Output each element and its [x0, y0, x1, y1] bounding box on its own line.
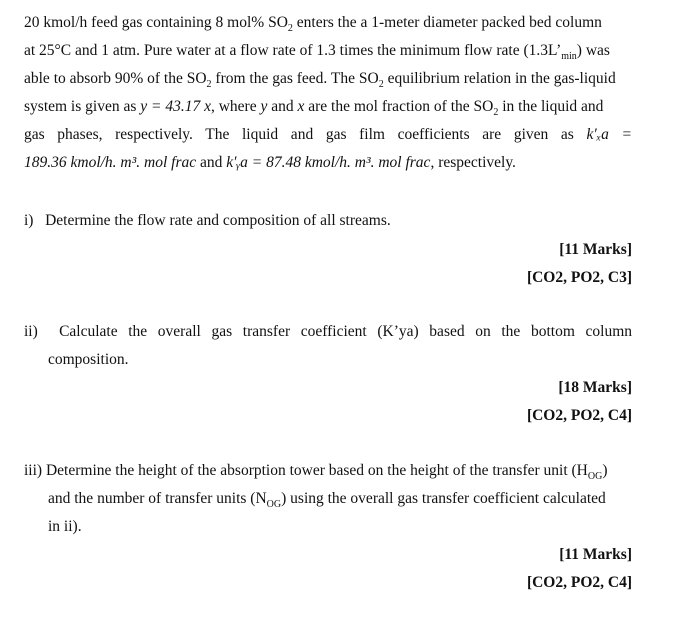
equilibrium-equation: y = 43.17 x	[140, 98, 211, 115]
question-2-marks: [18 Marks]	[558, 379, 632, 396]
question-1-marks: [11 Marks]	[559, 241, 632, 258]
question-3-marks: [11 Marks]	[559, 546, 632, 563]
question-label: iii)	[24, 462, 43, 479]
problem-line-3: able to absorb 90% of the $SO_2$ from the gas feed. The $SO_2$ equilibrium relation in the gas-liquid	[24, 70, 616, 91]
question-1-outcomes: [CO2, PO2, C3]	[526, 269, 632, 286]
problem-line-5: gas phases, respectively. The liquid and gas film coefficients are given as k′ₓa =	[24, 126, 632, 143]
problem-statement	[24, 9, 632, 177]
question-2-outcomes: [CO2, PO2, C4]	[526, 407, 632, 424]
question-text: Determine the flow rate and composition of all streams.	[45, 212, 391, 229]
problem-line-2: at 25°C and 1 atm. Pure water at a flow rate of 1.3 times the minimum flow rate $(1.3L’_{min})$ was	[24, 42, 610, 63]
question-1	[24, 207, 632, 235]
question-2: ii) Calculate the overall gas transfer coefficient (K’ya) based on the bottom column composition.	[24, 323, 633, 368]
gas-film-coefficient: k′ᵧa = 87.48 kmol/h. m³. mol frac	[226, 154, 431, 171]
liquid-film-coefficient: k′ₓa =	[586, 126, 632, 143]
problem-line-6: 189.36 kmol/h. m³. mol frac and k′ᵧa = 87.48 kmol/h. m³. mol frac, respectively.	[24, 154, 516, 171]
question-label: i)	[24, 212, 34, 229]
question-text: Calculate the overall gas transfer coefficient (K’ya) based on the bottom column	[59, 323, 633, 340]
problem-line-1: 20 kmol/h feed gas containing 8 mol% $SO_2$ enters the a 1-meter diameter packed bed column	[24, 14, 602, 35]
problem-line-4: system is given as y = 43.17 x, where y and x are the mol fraction of the $SO_2$ in the liquid and	[24, 98, 604, 119]
question-3-outcomes: [CO2, PO2, C4]	[526, 574, 632, 591]
question-3: iii) Determine the height of the absorption tower based on the height of the transfer unit $(H_{OG})$ and the number of transfer units $(N_{OG})$ using the overall gas transfer coefficient calculated in ii).	[24, 462, 608, 535]
question-label: ii)	[24, 323, 38, 340]
